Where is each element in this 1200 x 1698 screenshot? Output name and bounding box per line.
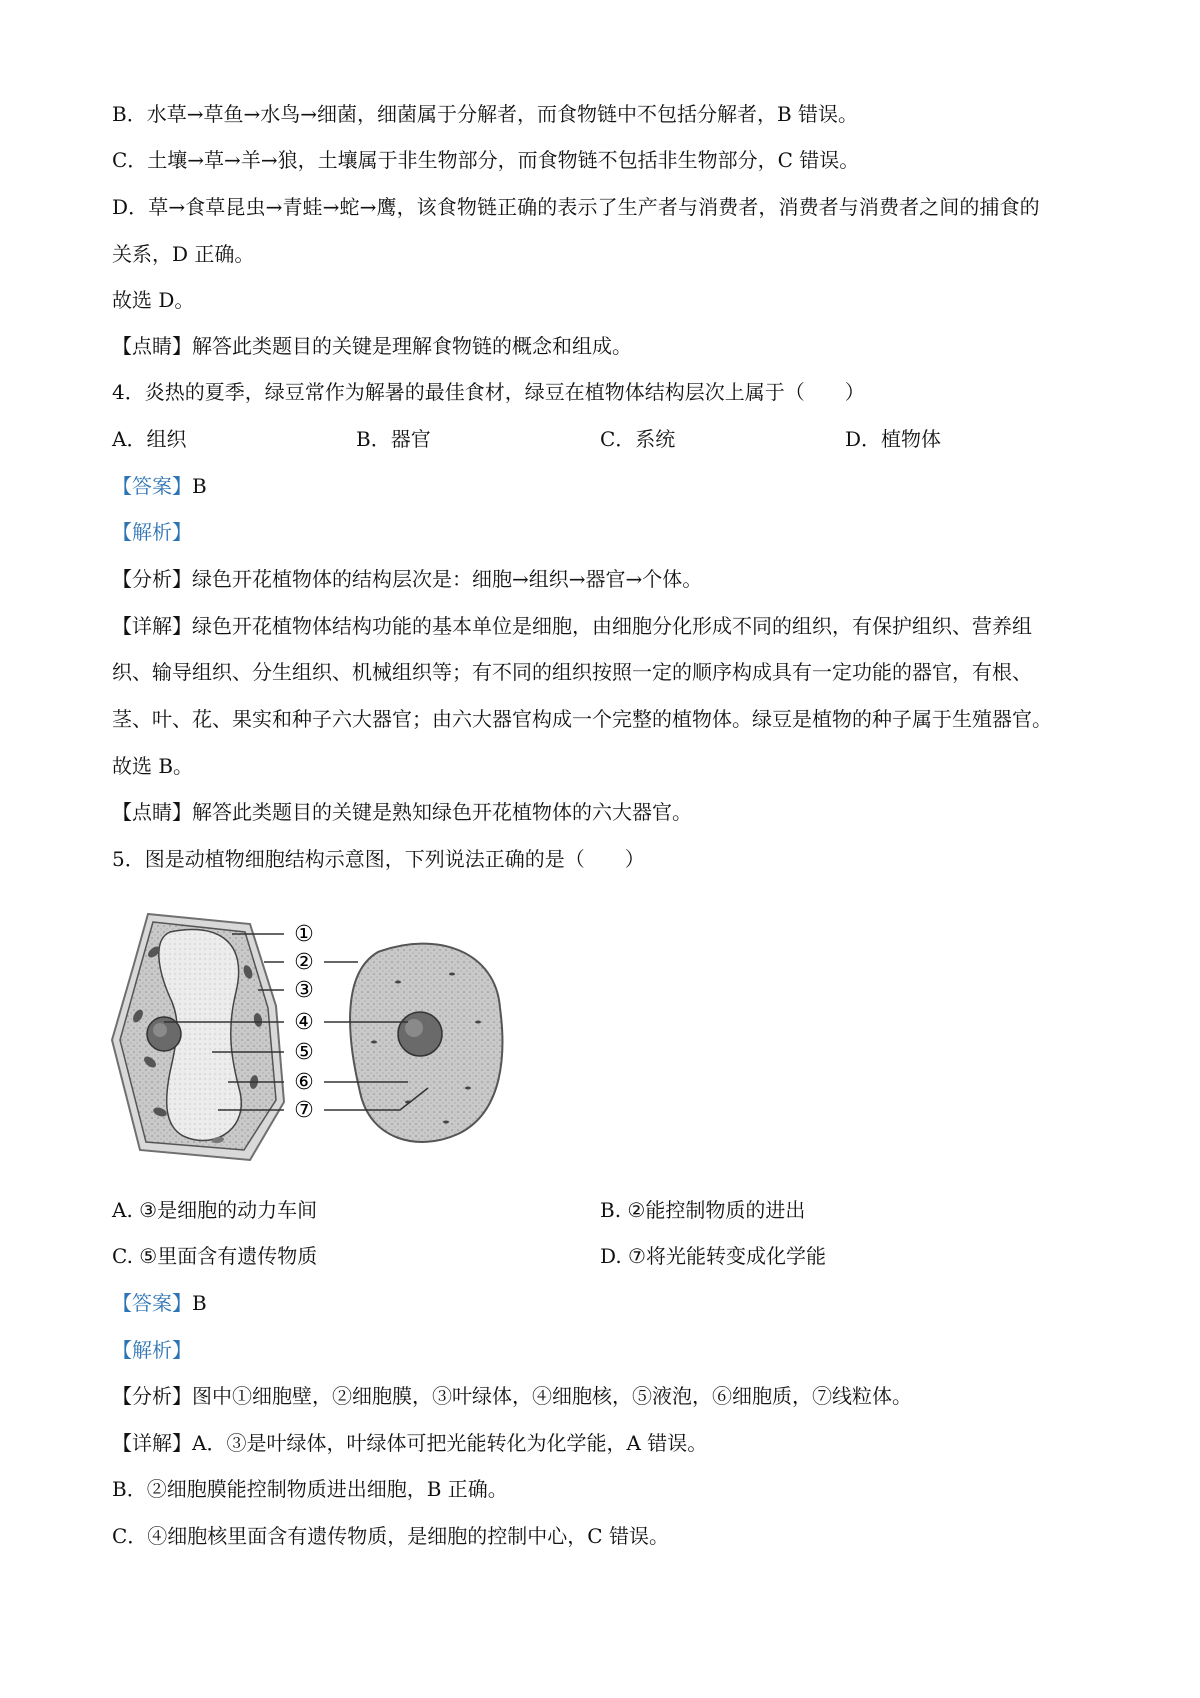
- q5-analysis-label: 【解析】: [112, 1338, 192, 1362]
- q4-xiangjie-line2: 织、输导组织、分生组织、机械组织等；有不同的组织按照一定的顺序构成具有一定功能的器官，有根、: [112, 660, 1032, 684]
- q5-stem: 5．图是动植物细胞结构示意图，下列说法正确的是（ ）: [112, 847, 645, 871]
- q5-option-a: A. ③是细胞的动力车间: [112, 1198, 318, 1222]
- figure-label-6: ⑥: [294, 1070, 314, 1095]
- q4-answer-label: 【答案】: [112, 474, 192, 498]
- mitochondrion: [371, 1041, 377, 1044]
- q4-option-c: C．系统: [600, 427, 676, 451]
- q4-tip: 【点睛】解答此类题目的关键是熟知绿色开花植物体的六大器官。: [112, 800, 692, 824]
- figure-label-4: ④: [294, 1010, 314, 1035]
- mitochondrion: [465, 1087, 471, 1090]
- q4-option-d: D．植物体: [845, 427, 942, 451]
- q4-choose: 故选 B。: [112, 754, 194, 778]
- cell-structure-diagram: [108, 912, 548, 1162]
- q4-xiangjie-line1: 【详解】绿色开花植物体结构功能的基本单位是细胞，由细胞分化形成不同的组织，有保护组织、营养组: [112, 614, 1032, 638]
- q4-answer: [112, 472, 1110, 500]
- q3-choose: 故选 D。: [112, 288, 195, 312]
- plant-cell: [112, 914, 284, 1160]
- q4-xiangjie-line3: 茎、叶、花、果实和种子六大器官；由六大器官构成一个完整的植物体。绿豆是植物的种子属于生殖器官。: [112, 707, 1052, 731]
- q5-xiangjie-c: C．④细胞核里面含有遗传物质，是细胞的控制中心，C 错误。: [112, 1524, 669, 1548]
- q4-analysis-label: 【解析】: [112, 520, 192, 544]
- mitochondrion: [449, 973, 455, 976]
- q3-option-c-explanation: C．土壤→草→羊→狼，土壤属于非生物部分，而食物链不包括非生物部分，C 错误。: [112, 148, 860, 172]
- figure-label-2: ②: [294, 950, 314, 975]
- q4-option-b: B．器官: [356, 427, 431, 451]
- q5-option-b: B. ②能控制物质的进出: [600, 1198, 806, 1222]
- q5-option-d: D. ⑦将光能转变成化学能: [600, 1244, 826, 1268]
- figure-label-7: ⑦: [294, 1098, 314, 1123]
- q4-stem: 4．炎热的夏季，绿豆常作为解暑的最佳食材，绿豆在植物体结构层次上属于（ ）: [112, 380, 865, 404]
- q3-tip: 【点睛】解答此类题目的关键是理解食物链的概念和组成。: [112, 334, 632, 358]
- q5-answer-value: B: [192, 1291, 207, 1315]
- mitochondrion: [395, 981, 401, 984]
- q5-xiangjie-b: B．②细胞膜能控制物质进出细胞，B 正确。: [112, 1477, 508, 1501]
- q5-option-c: C. ⑤里面含有遗传物质: [112, 1244, 318, 1268]
- q5-fenxi: 【分析】图中①细胞壁，②细胞膜，③叶绿体，④细胞核，⑤液泡，⑥细胞质，⑦线粒体。: [112, 1384, 912, 1408]
- q3-option-d-explanation-line1: D．草→食草昆虫→青蛙→蛇→鹰，该食物链正确的表示了生产者与消费者，消费者与消费者之间的捕食的: [112, 195, 1040, 219]
- mitochondrion: [475, 1021, 481, 1024]
- figure-label-1: ①: [294, 922, 314, 947]
- figure-label-5: ⑤: [294, 1040, 314, 1065]
- q5-answer-label: 【答案】: [112, 1291, 192, 1315]
- mitochondrion: [443, 1121, 449, 1124]
- q3-option-b-explanation: B．水草→草鱼→水鸟→细菌，细菌属于分解者，而食物链中不包括分解者，B 错误。: [112, 102, 859, 126]
- q3-option-d-explanation-line2: 关系，D 正确。: [112, 242, 255, 266]
- q4-answer-value: B: [192, 474, 207, 498]
- q4-option-a: A．组织: [112, 427, 187, 451]
- plant-nucleolus: [153, 1023, 167, 1037]
- q5-answer: [112, 1289, 1110, 1317]
- animal-cell: [350, 944, 502, 1142]
- q5-xiangjie-a: 【详解】A．③是叶绿体，叶绿体可把光能转化为化学能，A 错误。: [112, 1431, 708, 1455]
- figure-label-3: ③: [294, 978, 314, 1003]
- q4-fenxi: 【分析】绿色开花植物体的结构层次是：细胞→组织→器官→个体。: [112, 567, 703, 591]
